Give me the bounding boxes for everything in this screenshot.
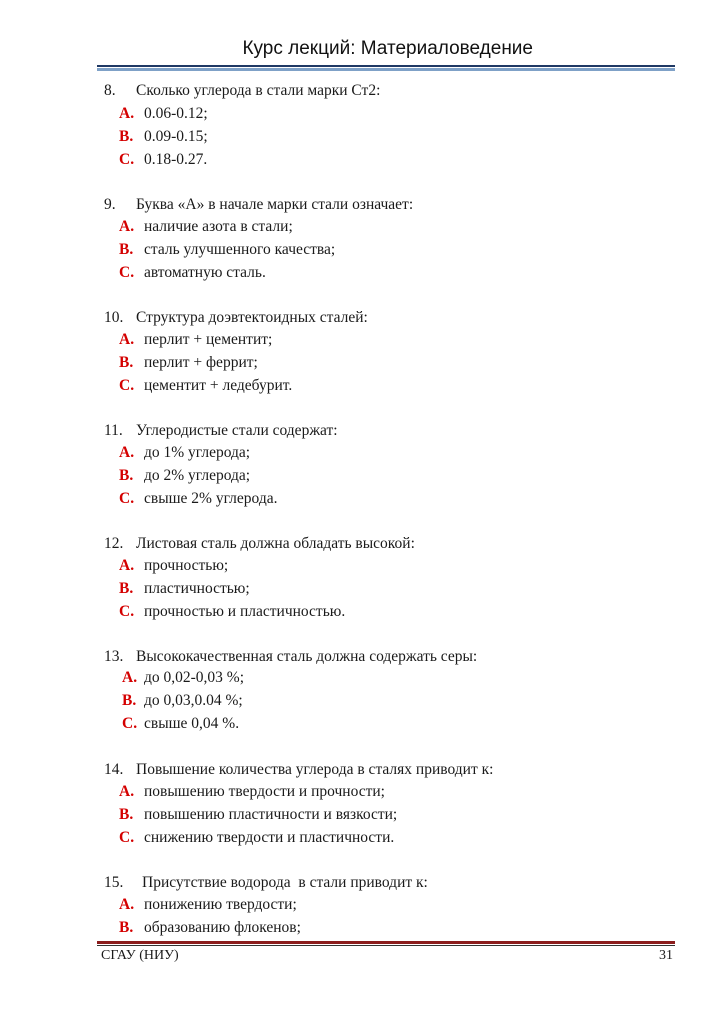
answer-text: 0.18-0.27. (144, 151, 208, 168)
answer-15b (119, 919, 301, 937)
answer-text: перлит + феррит; (144, 354, 258, 371)
question-9 (104, 196, 413, 214)
answer-text: снижению твердости и пластичности. (144, 829, 395, 846)
question-number: 12. (104, 535, 124, 552)
answer-letter: B. (119, 467, 134, 484)
answer-11b (119, 467, 250, 485)
answer-text: пластичностью; (144, 580, 250, 597)
answer-letter: C. (119, 264, 135, 281)
question-text: Сколько углерода в стали марки Ст2: (136, 82, 381, 99)
answer-letter: B. (119, 806, 134, 823)
question-text: Присутствие водорода в стали приводит к: (142, 874, 428, 891)
answer-text: автоматную сталь. (144, 264, 266, 281)
question-14 (104, 761, 493, 779)
answer-text: прочностью; (144, 557, 229, 574)
question-text: Повышение количества углерода в сталях приводит к: (136, 761, 494, 778)
answer-text: 0.09-0.15; (144, 128, 208, 145)
header-rule-light (97, 68, 675, 71)
answer-letter: C. (122, 715, 138, 732)
answer-9b (119, 241, 335, 259)
answer-text: повышению пластичности и вязкости; (144, 806, 398, 823)
answer-letter: C. (119, 490, 135, 507)
answer-letter: C. (119, 829, 135, 846)
answer-letter: A. (119, 557, 135, 574)
answer-letter: B. (119, 580, 134, 597)
footer-rule-red (97, 941, 675, 944)
question-text: Высококачественная сталь должна содержать серы: (136, 648, 478, 665)
answer-8a (119, 105, 208, 123)
answer-8b (119, 128, 208, 146)
answer-letter: B. (122, 692, 137, 709)
answer-9a (119, 218, 293, 236)
answer-13b (122, 692, 243, 710)
question-text: Структура доэвтектоидных сталей: (136, 309, 368, 326)
answer-letter: B. (119, 354, 134, 371)
question-8 (104, 82, 380, 100)
answer-text: до 2% углерода; (144, 467, 251, 484)
answer-10a (119, 331, 272, 349)
answer-letter: B. (119, 128, 134, 145)
question-number: 14. (104, 761, 124, 778)
question-number: 13. (104, 648, 124, 665)
answer-11a (119, 444, 250, 462)
answer-13a (122, 669, 244, 687)
answer-letter: A. (119, 105, 135, 122)
answer-letter: A. (119, 331, 135, 348)
answer-letter: A. (119, 783, 135, 800)
answer-text: сталь улучшенного качества; (144, 241, 336, 258)
question-text: Листовая сталь должна обладать высокой: (136, 535, 415, 552)
question-number: 10. (104, 309, 124, 326)
answer-text: наличие азота в стали; (144, 218, 293, 235)
page-number: 31 (659, 948, 673, 963)
answer-text: свыше 0,04 %. (144, 715, 240, 732)
answer-text: прочностью и пластичностью. (144, 603, 346, 620)
answer-letter: A. (119, 896, 135, 913)
question-15 (104, 874, 428, 892)
answer-letter: C. (119, 603, 135, 620)
answer-letter: B. (119, 241, 134, 258)
answer-text: до 0,02-0,03 %; (144, 669, 245, 686)
footer-rule-dark (97, 945, 675, 946)
question-12 (104, 535, 415, 553)
answer-letter: C. (119, 151, 135, 168)
answer-13c (122, 715, 239, 733)
answer-letter: A. (122, 669, 138, 686)
answer-12b (119, 580, 250, 598)
answer-9c (119, 264, 266, 282)
answer-text: повышению твердости и прочности; (144, 783, 385, 800)
answer-text: образованию флокенов; (144, 919, 301, 936)
answer-12c (119, 603, 345, 621)
answer-letter: A. (119, 218, 135, 235)
question-number: 9. (104, 196, 116, 213)
answer-12a (119, 557, 228, 575)
answer-10b (119, 354, 258, 372)
answer-text: цементит + ледебурит. (144, 377, 293, 394)
answer-8c (119, 151, 207, 169)
question-number: 8. (104, 82, 116, 99)
answer-14a (119, 783, 385, 801)
answer-14c (119, 829, 394, 847)
answer-15a (119, 896, 297, 914)
answer-letter: C. (119, 377, 135, 394)
question-11 (104, 422, 338, 440)
question-number: 11. (104, 422, 123, 439)
answer-letter: B. (119, 919, 134, 936)
answer-text: до 0,03,0.04 %; (144, 692, 243, 709)
question-text: Углеродистые стали содержат: (136, 422, 338, 439)
question-number: 15. (104, 874, 124, 891)
answer-text: перлит + цементит; (144, 331, 273, 348)
answer-text: до 1% углерода; (144, 444, 251, 461)
question-text: Буква «А» в начале марки стали означает: (136, 196, 414, 213)
answer-text: 0.06-0.12; (144, 105, 208, 122)
answer-letter: A. (119, 444, 135, 461)
header-rule-dark (97, 65, 675, 67)
answer-text: свыше 2% углерода. (144, 490, 278, 507)
question-10 (104, 309, 368, 327)
question-13 (104, 648, 477, 666)
answer-text: понижению твердости; (144, 896, 297, 913)
page-header-title: Курс лекций: Материаловедение (242, 38, 533, 59)
answer-10c (119, 377, 292, 395)
footer-org: СГАУ (НИУ) (101, 948, 179, 963)
answer-14b (119, 806, 397, 824)
answer-11c (119, 490, 277, 508)
